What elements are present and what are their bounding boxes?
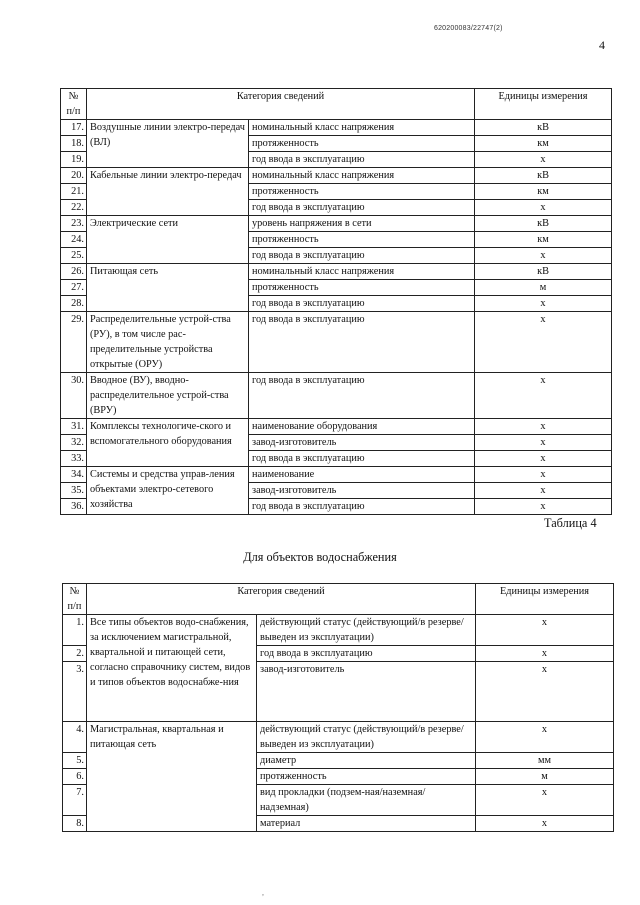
row-number: 35. xyxy=(61,483,87,499)
table-row xyxy=(61,216,612,232)
attribute-name: год ввода в эксплуатацию xyxy=(257,646,476,662)
category-group-name: Системы и средства управ-ления объектами электро-сетевого хозяйства xyxy=(87,467,249,515)
table-row xyxy=(61,264,612,280)
unit-value: х xyxy=(476,646,614,662)
row-number: 31. xyxy=(61,419,87,435)
unit-value: х xyxy=(475,499,612,515)
unit-value: км xyxy=(475,184,612,200)
attribute-name: протяженность xyxy=(249,280,475,296)
row-number: 26. xyxy=(61,264,87,280)
row-number: 21. xyxy=(61,184,87,200)
table4-caption: Таблица 4 xyxy=(544,516,597,530)
attribute-name: год ввода в эксплуатацию xyxy=(249,200,475,216)
table-power-grid xyxy=(60,88,612,515)
attribute-name: номинальный класс напряжения xyxy=(249,120,475,136)
attribute-name: завод-изготовитель xyxy=(257,662,476,722)
row-number: 28. xyxy=(61,296,87,312)
unit-value: х xyxy=(476,615,614,646)
row-number: 20. xyxy=(61,168,87,184)
row-number: 7. xyxy=(63,785,87,816)
attribute-name: вид прокладки (подзем-ная/наземная/надземная) xyxy=(257,785,476,816)
unit-value: х xyxy=(475,373,612,419)
table-row xyxy=(63,615,614,646)
row-number: 3. xyxy=(63,662,87,722)
table-row xyxy=(61,419,612,435)
row-number: 23. xyxy=(61,216,87,232)
table-row xyxy=(61,120,612,136)
attribute-name: год ввода в эксплуатацию xyxy=(249,312,475,373)
page-number: 4 xyxy=(599,38,605,52)
unit-value: х xyxy=(475,435,612,451)
category-group-name: Питающая сеть xyxy=(87,264,249,312)
header-num: № п/п xyxy=(61,89,87,120)
unit-value: х xyxy=(475,200,612,216)
unit-value: мм xyxy=(476,753,614,769)
unit-value: км xyxy=(475,136,612,152)
row-number: 34. xyxy=(61,467,87,483)
attribute-name: наименование оборудования xyxy=(249,419,475,435)
table-row xyxy=(61,467,612,483)
row-number: 18. xyxy=(61,136,87,152)
row-number: 27. xyxy=(61,280,87,296)
category-group-name: Электрические сети xyxy=(87,216,249,264)
table-header-row xyxy=(61,89,612,120)
unit-value: х xyxy=(475,152,612,168)
table-row xyxy=(61,373,612,419)
row-number: 36. xyxy=(61,499,87,515)
row-number: 29. xyxy=(61,312,87,373)
unit-value: х xyxy=(475,419,612,435)
unit-value: х xyxy=(475,248,612,264)
table-water-supply xyxy=(62,583,614,832)
row-number: 1. xyxy=(63,615,87,646)
table-row xyxy=(61,312,612,373)
attribute-name: год ввода в эксплуатацию xyxy=(249,296,475,312)
attribute-name: наименование xyxy=(249,467,475,483)
category-group-name: Вводное (ВУ), вводно-распределительное устрой-ства (ВРУ) xyxy=(87,373,249,419)
attribute-name: протяженность xyxy=(249,184,475,200)
attribute-name: завод-изготовитель xyxy=(249,483,475,499)
row-number: 17. xyxy=(61,120,87,136)
table-row xyxy=(63,722,614,753)
attribute-name: год ввода в эксплуатацию xyxy=(249,499,475,515)
header-units: Единицы измерения xyxy=(475,89,612,120)
unit-value: х xyxy=(476,785,614,816)
row-number: 22. xyxy=(61,200,87,216)
row-number: 8. xyxy=(63,816,87,832)
header-units: Единицы измерения xyxy=(476,584,614,615)
page-mark: , xyxy=(262,888,264,897)
unit-value: х xyxy=(475,483,612,499)
attribute-name: год ввода в эксплуатацию xyxy=(249,152,475,168)
table4-title: Для объектов водоснабжения xyxy=(243,550,397,564)
attribute-name: материал xyxy=(257,816,476,832)
row-number: 4. xyxy=(63,722,87,753)
unit-value: х xyxy=(475,451,612,467)
category-group-name: Воздушные линии электро-передач (ВЛ) xyxy=(87,120,249,168)
attribute-name: номинальный класс напряжения xyxy=(249,168,475,184)
attribute-name: завод-изготовитель xyxy=(249,435,475,451)
attribute-name: действующий статус (действующий/в резерве/выведен из эксплуатации) xyxy=(257,615,476,646)
attribute-name: протяженность xyxy=(249,136,475,152)
attribute-name: уровень напряжения в сети xyxy=(249,216,475,232)
unit-value: км xyxy=(475,232,612,248)
unit-value: кВ xyxy=(475,120,612,136)
attribute-name: год ввода в эксплуатацию xyxy=(249,373,475,419)
table-row xyxy=(61,168,612,184)
header-num: № п/п xyxy=(63,584,87,615)
document-number: 620200083/22747(2) xyxy=(434,25,503,32)
row-number: 25. xyxy=(61,248,87,264)
unit-value: х xyxy=(475,467,612,483)
header-category: Категория сведений xyxy=(87,89,475,120)
category-group-name: Магистральная, квартальная и питающая сеть xyxy=(87,722,257,832)
row-number: 2. xyxy=(63,646,87,662)
category-group-name: Кабельные линии электро-передач xyxy=(87,168,249,216)
unit-value: кВ xyxy=(475,264,612,280)
attribute-name: действующий статус (действующий/в резерве/выведен из эксплуатации) xyxy=(257,722,476,753)
attribute-name: год ввода в эксплуатацию xyxy=(249,248,475,264)
unit-value: х xyxy=(475,312,612,373)
row-number: 33. xyxy=(61,451,87,467)
attribute-name: диаметр xyxy=(257,753,476,769)
attribute-name: протяженность xyxy=(249,232,475,248)
unit-value: х xyxy=(476,662,614,722)
unit-value: х xyxy=(476,722,614,753)
unit-value: кВ xyxy=(475,168,612,184)
attribute-name: протяженность xyxy=(257,769,476,785)
header-category: Категория сведений xyxy=(87,584,476,615)
row-number: 19. xyxy=(61,152,87,168)
table-header-row xyxy=(63,584,614,615)
unit-value: кВ xyxy=(475,216,612,232)
row-number: 6. xyxy=(63,769,87,785)
row-number: 32. xyxy=(61,435,87,451)
row-number: 30. xyxy=(61,373,87,419)
category-group-name: Распределительные устрой-ства (РУ), в том числе рас-пределительные устройства открытые (ОРУ) xyxy=(87,312,249,373)
unit-value: м xyxy=(475,280,612,296)
attribute-name: год ввода в эксплуатацию xyxy=(249,451,475,467)
category-group-name: Все типы объектов водо-снабжения, за исключением магистральной, квартальной и питающей сети, согласно справочнику систем, видов и типов объектов водоснабже-ния xyxy=(87,615,257,722)
category-group-name: Комплексы технологиче-ского и вспомогательного оборудования xyxy=(87,419,249,467)
unit-value: х xyxy=(476,816,614,832)
row-number: 5. xyxy=(63,753,87,769)
attribute-name: номинальный класс напряжения xyxy=(249,264,475,280)
row-number: 24. xyxy=(61,232,87,248)
unit-value: х xyxy=(475,296,612,312)
unit-value: м xyxy=(476,769,614,785)
